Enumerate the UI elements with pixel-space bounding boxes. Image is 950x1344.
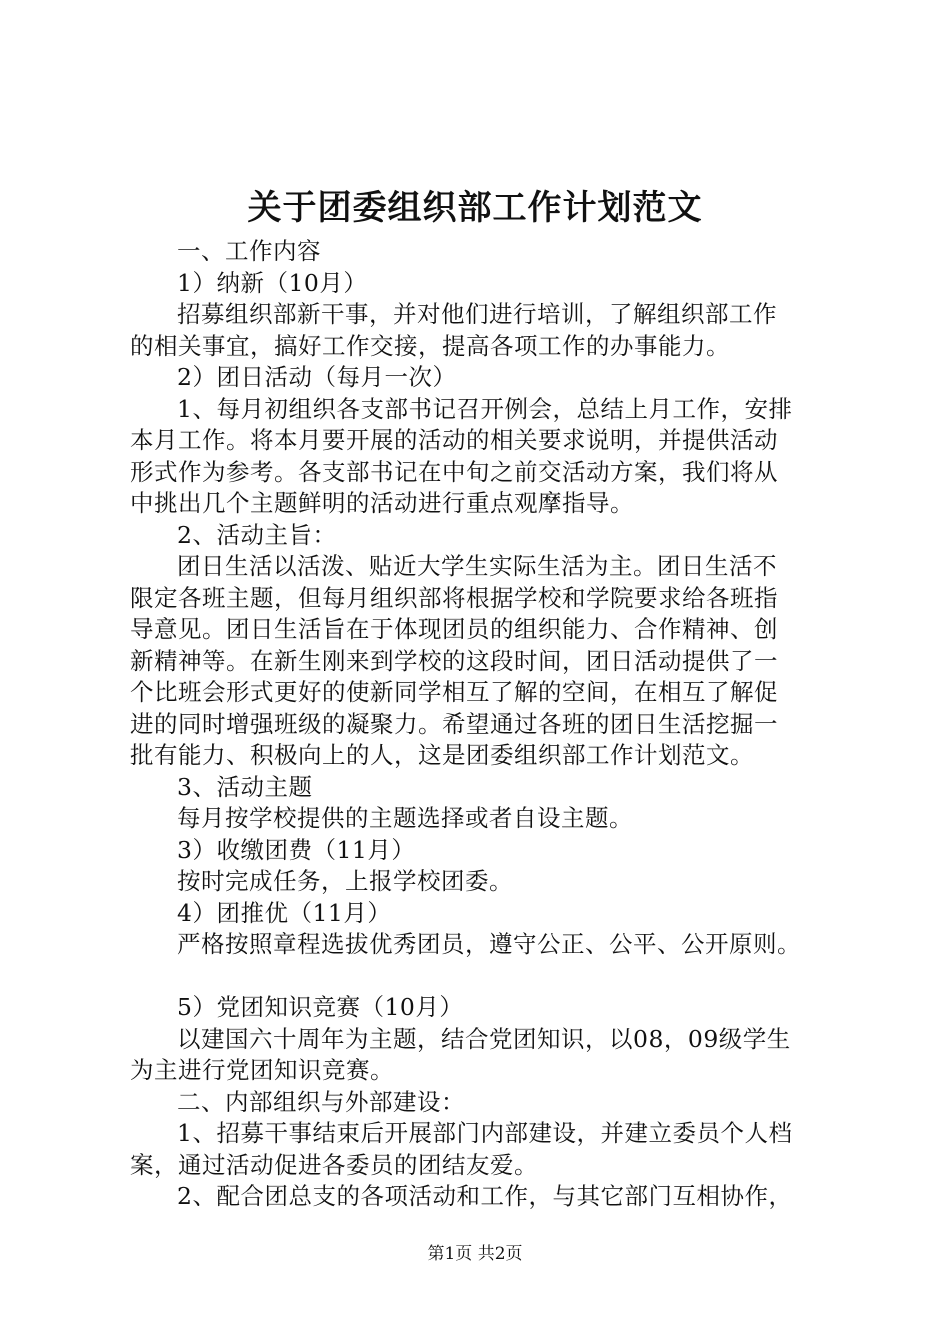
paragraph-line: 1、招募干事结束后开展部门内部建设，并建立委员个人档 (177, 1119, 793, 1147)
paragraph-line: 1、每月初组织各支部书记召开例会，总结上月工作，安排 (177, 394, 793, 423)
paragraph-line: 中挑出几个主题鲜明的活动进行重点观摩指导。 (130, 489, 634, 517)
document-body (130, 236, 850, 1213)
paragraph-line: 个比班会形式更好的使新同学相互了解的空间，在相互了解促 (130, 678, 778, 706)
paragraph-line: 按时完成任务，上报学校团委。 (177, 867, 513, 895)
paragraph-line: 形式作为参考。各支部书记在中旬之前交活动方案，我们将从 (130, 457, 778, 486)
item-heading: 3、活动主题 (177, 772, 313, 801)
paragraph-line: 批有能力、积极向上的人，这是团委组织部工作计划范文。 (130, 741, 754, 769)
paragraph-line: 导意见。团日生活旨在于体现团员的组织能力、合作精神、创 (130, 615, 778, 643)
item-heading: 2、活动主旨： (177, 520, 337, 549)
document-title: 关于团委组织部工作计划范文 (247, 188, 703, 228)
paragraph-line: 2、配合团总支的各项活动和工作，与其它部门互相协作， (177, 1182, 793, 1210)
paragraph-line: 严格按照章程选拔优秀团员，遵守公正、公平、公开原则。 (177, 930, 801, 958)
page-number-footer: 第1页 共2页 (427, 1244, 523, 1264)
subsection-heading: 5）党团知识竞赛（10月） (177, 993, 464, 1021)
subsection-heading: 1）纳新（10月） (177, 268, 368, 297)
paragraph-line: 为主进行党团知识竞赛。 (130, 1056, 394, 1084)
paragraph-line: 的相关事宜，搞好工作交接，提高各项工作的办事能力。 (130, 331, 730, 360)
subsection-heading: 3）收缴团费（11月） (177, 835, 416, 864)
paragraph-line: 案，通过活动促进各委员的团结友爱。 (130, 1150, 538, 1179)
paragraph-line: 以建国六十周年为主题，结合党团知识，以08，09级学生 (177, 1024, 791, 1053)
paragraph-line: 新精神等。在新生刚来到学校的这段时间，团日活动提供了一 (130, 646, 778, 675)
paragraph-line: 团日生活以活泼、贴近大学生实际生活为主。团日生活不 (177, 552, 777, 580)
section-heading: 一、工作内容 (177, 237, 321, 265)
paragraph-line: 限定各班主题，但每月组织部将根据学校和学院要求给各班指 (130, 583, 778, 612)
paragraph-line: 本月工作。将本月要开展的活动的相关要求说明，并提供活动 (130, 426, 778, 454)
blank-line (130, 961, 850, 993)
subsection-heading: 2）团日活动（每月一次） (177, 363, 457, 391)
section-heading: 二、内部组织与外部建设： (177, 1087, 465, 1116)
subsection-heading: 4）团推优（11月） (177, 898, 392, 927)
paragraph-line: 招募组织部新干事，并对他们进行培训，了解组织部工作 (177, 300, 777, 328)
paragraph-line: 进的同时增强班级的凝聚力。希望通过各班的团日生活挖掘一 (130, 709, 778, 738)
paragraph-line: 每月按学校提供的主题选择或者自设主题。 (177, 804, 633, 832)
